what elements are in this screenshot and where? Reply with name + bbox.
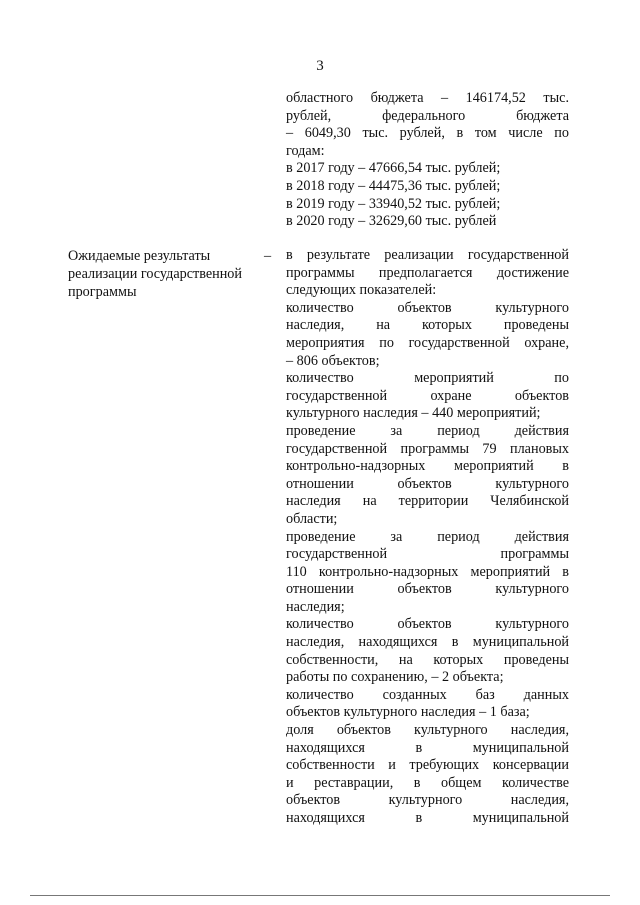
text-line: в 2018 году – 44475,36 тыс. рублей; xyxy=(286,177,501,194)
text-line: проведение за период действия xyxy=(286,528,569,545)
text-line: годам: xyxy=(286,142,325,159)
text-line: отношении объектов культурного xyxy=(286,475,569,492)
text-line: культурного наследия – 440 мероприятий; xyxy=(286,405,541,422)
text-line: рублей, федерального бюджета xyxy=(286,107,569,124)
text-line: в 2019 году – 33940,52 тыс. рублей; xyxy=(286,195,501,212)
text-line: отношении объектов культурного xyxy=(286,581,569,598)
label-line: Ожидаемые результаты xyxy=(68,248,211,264)
text-line: количество мероприятий по xyxy=(286,370,569,387)
text-line: государственной программы 79 плановых xyxy=(286,440,569,457)
expected-results-text xyxy=(286,247,569,828)
text-line: контрольно-надзорных мероприятий в xyxy=(286,458,569,475)
text-line: в 2017 году – 47666,54 тыс. рублей; xyxy=(286,160,501,177)
row-label-expected-results xyxy=(68,247,268,301)
text-line: собственности, на которых проведены xyxy=(286,651,569,668)
text-line: 110 контрольно-надзорных мероприятий в xyxy=(286,563,569,580)
text-line: количество созданных баз данных xyxy=(286,686,569,703)
text-line: государственной программы xyxy=(286,546,569,563)
text-line: количество объектов культурного xyxy=(286,299,569,316)
text-line: наследия на территории Челябинской xyxy=(286,493,569,510)
label-line: программы xyxy=(68,284,137,300)
page-number: 3 xyxy=(316,58,324,74)
text-line: наследия; xyxy=(286,598,345,615)
text-line: государственной охране объектов xyxy=(286,387,569,404)
text-line: мероприятия по государственной охране, xyxy=(286,334,569,351)
text-line: – 6049,30 тыс. рублей, в том числе по xyxy=(286,125,569,142)
text-line: находящихся в муниципальной xyxy=(286,810,569,826)
bottom-rule xyxy=(30,895,610,896)
text-line: объектов культурного наследия, xyxy=(286,792,569,809)
text-line: программы предполагается достижение xyxy=(286,264,569,281)
text-line: следующих показателей: xyxy=(286,282,437,299)
text-line: количество объектов культурного xyxy=(286,616,569,633)
text-line: объектов культурного наследия – 1 база; xyxy=(286,704,530,721)
funding-continuation xyxy=(286,90,569,231)
text-line: в результате реализации государственной xyxy=(286,247,569,263)
text-line: – 806 объектов; xyxy=(286,352,380,369)
label-line: реализации государственной xyxy=(68,266,242,282)
text-line: и реставрации, в общем количестве xyxy=(286,774,569,791)
text-line: работы по сохранению, – 2 объекта; xyxy=(286,669,504,686)
text-line: находящихся в муниципальной xyxy=(286,739,569,756)
text-line: наследия, находящихся в муниципальной xyxy=(286,634,569,651)
text-line: собственности и требующих консервации xyxy=(286,757,569,774)
text-line: области; xyxy=(286,510,338,527)
text-line: наследия, на которых проведены xyxy=(286,317,569,334)
text-line: доля объектов культурного наследия, xyxy=(286,722,569,739)
text-line: проведение за период действия xyxy=(286,422,569,439)
text-line: в 2020 году – 32629,60 тыс. рублей xyxy=(286,213,497,230)
row-dash: – xyxy=(264,248,272,264)
text-line: областного бюджета – 146174,52 тыс. xyxy=(286,90,569,106)
